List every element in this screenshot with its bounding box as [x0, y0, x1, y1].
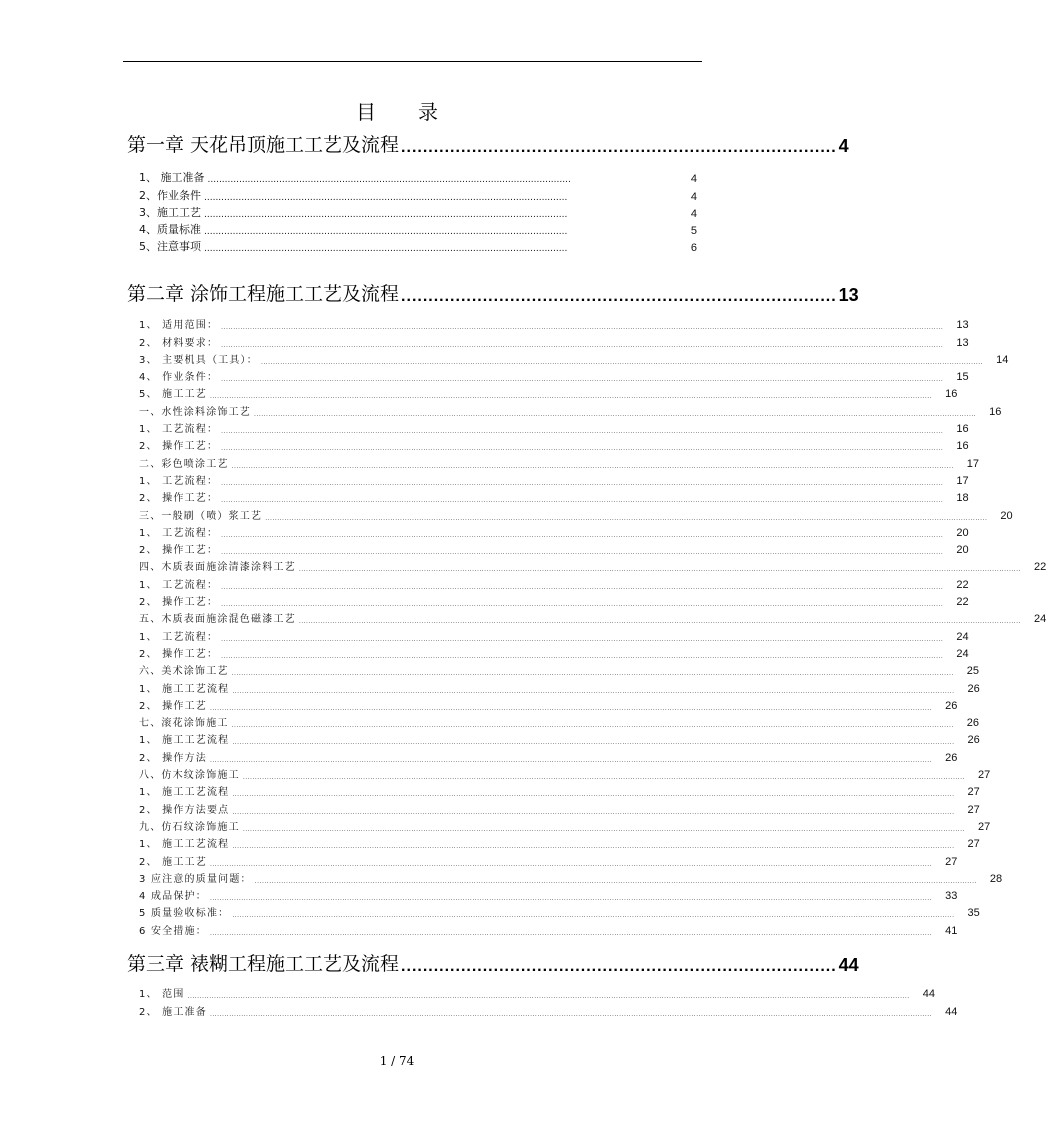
- entry-label: 1、 施工工艺流程: [139, 787, 230, 799]
- leader-dots: ............................................................................................................................................................................................................................................................................................................: [232, 687, 955, 695]
- entry-label: 四、木质表面施涂清漆涂料工艺: [139, 562, 296, 574]
- entry-page: 27: [945, 855, 958, 868]
- leader-dots: ................................................................................: [401, 958, 837, 975]
- leader-dots: ............................................................................................................................................................................................................................................................................................................: [221, 601, 944, 609]
- entry-label: 二、彩色喷涂工艺: [139, 458, 229, 470]
- entry-label: 6 安全措施：: [139, 925, 207, 937]
- leader-dots: ................................................................................: [401, 139, 837, 156]
- entry-page: 33: [945, 890, 958, 903]
- entry-label: 2、作业条件: [139, 188, 201, 202]
- chapter-heading[interactable]: [127, 280, 859, 306]
- entry-page: 4: [690, 173, 699, 186]
- leader-dots: ............................................................................................................................................................................................................................................................................................................: [221, 341, 944, 349]
- header-rule: [123, 61, 702, 62]
- toc-entry[interactable]: [127, 522, 969, 539]
- entry-label: 五、木质表面施涂混色磁漆工艺: [139, 614, 296, 626]
- leader-dots: ............................................................................................................................................................................................................................................................................................................: [187, 993, 910, 1001]
- toc-entry[interactable]: [127, 366, 969, 384]
- entry-label: 七、滚花涂饰施工: [139, 718, 229, 730]
- entry-page: 26: [966, 717, 980, 730]
- leader-dots: ............................................................................................................................................................................................................................................................................................................: [209, 756, 933, 764]
- leader-dots: ............................................................................................................................................................................................................................................................................................................: [265, 514, 988, 522]
- entry-label: 5、注意事项: [139, 240, 201, 254]
- leader-dots: ............................................................................................................................................................................................................................................................................................................: [298, 618, 1021, 626]
- entry-page: 27: [977, 769, 991, 782]
- leader-dots: ...............................................................................................................................: [204, 227, 568, 238]
- entry-label: 2、 操作方法要点: [139, 804, 230, 816]
- entry-label: 2、 操作工艺：: [139, 545, 219, 557]
- toc-entry[interactable]: [127, 643, 969, 660]
- entry-label: 2、 施工准备: [139, 1006, 207, 1018]
- entry-page: 16: [956, 440, 969, 453]
- entry-label: 1、 工艺流程：: [139, 424, 219, 436]
- toc-entry[interactable]: [127, 203, 699, 220]
- entry-page: 13: [956, 336, 969, 349]
- toc-entry[interactable]: [127, 349, 1009, 366]
- toc-entry[interactable]: [127, 746, 958, 764]
- toc-entry[interactable]: [127, 850, 958, 868]
- entry-page: 26: [967, 734, 980, 747]
- toc-entry[interactable]: [127, 452, 980, 470]
- entry-page: 27: [977, 820, 991, 833]
- chapter-heading[interactable]: [127, 131, 849, 157]
- entry-page: 44: [922, 988, 935, 1001]
- entry-label: 3、施工工艺: [139, 205, 201, 219]
- entry-page: 5: [690, 225, 699, 238]
- entry-label: 2、 操作工艺：: [139, 493, 219, 505]
- leader-dots: ............................................................................................................................................................................................................................................................................................................: [221, 324, 944, 332]
- entry-page: 4: [690, 207, 699, 220]
- leader-dots: ............................................................................................................................................................................................................................................................................................................: [209, 929, 933, 937]
- entry-label: 4、 作业条件：: [139, 372, 219, 384]
- toc-entry[interactable]: [127, 695, 958, 712]
- entry-label: 2、 操作工艺: [139, 700, 207, 712]
- entry-page: 18: [956, 492, 969, 505]
- leader-dots: ............................................................................................................................................................................................................................................................................................................: [254, 877, 977, 885]
- toc-entry[interactable]: [127, 220, 699, 237]
- toc-entry[interactable]: [127, 418, 969, 436]
- toc-entry[interactable]: [127, 902, 980, 920]
- leader-dots: ............................................................................................................................................................................................................................................................................................................: [254, 410, 977, 418]
- entry-label: 2、 材料要求：: [139, 337, 219, 349]
- entry-label: 六、美术涂饰工艺: [139, 666, 229, 678]
- entry-label: 1、 施工工艺流程: [139, 839, 230, 851]
- leader-dots: ............................................................................................................................................................................................................................................................................................................: [209, 704, 933, 712]
- chapter-title: 第三章 裱糊工程施工工艺及流程: [127, 953, 400, 975]
- chapter-title: 第二章 涂饰工程施工工艺及流程: [127, 283, 400, 305]
- entry-label: 4 成品保护：: [139, 891, 207, 903]
- entry-page: 27: [967, 803, 980, 816]
- toc-entry[interactable]: [127, 608, 1046, 626]
- entry-label: 九、仿石纹涂饰施工: [139, 821, 240, 833]
- leader-dots: ............................................................................................................................................................................................................................................................................................................: [232, 791, 955, 799]
- chapter-page: 4: [838, 136, 849, 156]
- entry-label: 5 质量验收标准：: [139, 908, 230, 920]
- entry-page: 20: [956, 526, 969, 539]
- leader-dots: ............................................................................................................................................................................................................................................................................................................: [231, 462, 954, 470]
- leader-dots: ............................................................................................................................................................................................................................................................................................................: [209, 393, 933, 401]
- leader-dots: ...............................................................................................................................: [204, 244, 568, 255]
- toc-entry[interactable]: [127, 237, 699, 254]
- toc-entry[interactable]: [127, 185, 699, 202]
- toc-entry[interactable]: [127, 764, 991, 782]
- leader-dots: ............................................................................................................................................................................................................................................................................................................: [221, 531, 944, 539]
- entry-page: 27: [967, 838, 980, 851]
- entry-page: 27: [967, 786, 980, 799]
- leader-dots: ............................................................................................................................................................................................................................................................................................................: [232, 739, 955, 747]
- leader-dots: ...............................................................................................................................: [204, 192, 568, 203]
- leader-dots: ............................................................................................................................................................................................................................................................................................................: [221, 652, 944, 660]
- entry-page: 20: [956, 544, 969, 557]
- leader-dots: ............................................................................................................................................................................................................................................................................................................: [298, 566, 1021, 574]
- leader-dots: ............................................................................................................................................................................................................................................................................................................: [221, 497, 944, 505]
- entry-page: 22: [1033, 561, 1046, 574]
- toc-title: 目录: [356, 100, 480, 124]
- chapter-heading[interactable]: [127, 950, 859, 976]
- entry-page: 24: [956, 647, 969, 660]
- toc-entry[interactable]: [127, 314, 969, 332]
- entry-label: 2、 操作方法: [139, 752, 207, 764]
- entry-page: 44: [945, 1005, 958, 1018]
- leader-dots: ............................................................................................................................................................................................................................................................................................................: [221, 635, 944, 643]
- leader-dots: ............................................................................................................................................................................................................................................................................................................: [221, 445, 944, 453]
- leader-dots: ...............................................................................................................................: [207, 175, 571, 186]
- chapter-3-block: [127, 950, 958, 1018]
- chapter-1-block: [127, 131, 849, 255]
- toc-entry[interactable]: [127, 833, 980, 851]
- toc-entry[interactable]: [127, 983, 935, 1001]
- toc-entry[interactable]: [127, 868, 1003, 885]
- leader-dots: ............................................................................................................................................................................................................................................................................................................: [242, 825, 965, 833]
- leader-dots: ............................................................................................................................................................................................................................................................................................................: [221, 479, 944, 487]
- toc-entry[interactable]: [127, 729, 980, 747]
- toc-entry[interactable]: [127, 470, 969, 487]
- entry-label: 1、 施工准备: [139, 171, 205, 185]
- leader-dots: ............................................................................................................................................................................................................................................................................................................: [231, 670, 954, 678]
- entry-page: 26: [967, 682, 980, 695]
- entry-page: 16: [956, 423, 969, 436]
- entry-label: 1、 工艺流程：: [139, 475, 219, 487]
- entry-label: 2、 操作工艺：: [139, 441, 219, 453]
- entry-label: 2、 操作工艺：: [139, 648, 219, 660]
- entry-page: 28: [989, 872, 1003, 885]
- entry-page: 16: [989, 405, 1002, 418]
- entry-label: 1、 工艺流程：: [139, 579, 219, 591]
- entry-label: 1、 适用范围：: [139, 320, 219, 332]
- entry-page: 26: [945, 699, 958, 712]
- entry-label: 1、 施工工艺流程: [139, 735, 230, 747]
- entry-label: 八、仿木纹涂饰施工: [139, 770, 240, 782]
- entry-page: 6: [690, 242, 699, 255]
- toc-entry[interactable]: [127, 712, 980, 730]
- entry-label: 1、 工艺流程：: [139, 527, 219, 539]
- chapter-2-entries: [127, 314, 1046, 937]
- entry-page: 25: [966, 665, 980, 678]
- entry-page: 24: [956, 630, 969, 643]
- leader-dots: ............................................................................................................................................................................................................................................................................................................: [260, 358, 984, 366]
- entry-page: 20: [1000, 509, 1013, 522]
- leader-dots: ............................................................................................................................................................................................................................................................................................................: [232, 808, 955, 816]
- entry-page: 35: [967, 907, 980, 920]
- chapter-2-block: [127, 280, 1046, 937]
- entry-page: 41: [945, 924, 958, 937]
- entry-page: 17: [956, 474, 969, 487]
- entry-label: 1、 施工工艺流程: [139, 683, 230, 695]
- entry-page: 22: [956, 578, 969, 591]
- leader-dots: ............................................................................................................................................................................................................................................................................................................: [242, 774, 965, 782]
- toc-entry[interactable]: [127, 798, 980, 816]
- toc-entry[interactable]: [127, 885, 958, 903]
- entry-page: 4: [690, 190, 699, 203]
- entry-label: 2、 施工工艺: [139, 856, 207, 868]
- leader-dots: ............................................................................................................................................................................................................................................................................................................: [221, 428, 944, 436]
- entry-label: 一、水性涂料涂饰工艺: [139, 406, 251, 418]
- entry-label: 三、一般刷（喷）浆工艺: [139, 510, 263, 522]
- leader-dots: ............................................................................................................................................................................................................................................................................................................: [221, 376, 944, 384]
- toc-entry[interactable]: [127, 1000, 958, 1018]
- leader-dots: ...............................................................................................................................: [204, 209, 568, 220]
- toc-entry[interactable]: [127, 539, 969, 557]
- entry-page: 13: [956, 319, 969, 332]
- leader-dots: ............................................................................................................................................................................................................................................................................................................: [209, 1010, 933, 1018]
- toc-entry[interactable]: [127, 625, 969, 643]
- leader-dots: ............................................................................................................................................................................................................................................................................................................: [209, 860, 933, 868]
- chapter-3-entries: [127, 983, 958, 1018]
- toc-entry[interactable]: [127, 816, 991, 833]
- entry-label: 3 应注意的质量问题：: [139, 873, 252, 885]
- entry-page: 22: [956, 596, 969, 609]
- page-number: 1 / 74: [379, 1054, 415, 1068]
- chapter-page: 13: [838, 285, 859, 305]
- toc-entry[interactable]: [127, 660, 980, 678]
- entry-label: 1、 范围: [139, 989, 185, 1001]
- toc-entry[interactable]: [127, 677, 980, 695]
- toc-entry[interactable]: [127, 168, 699, 185]
- entry-page: 15: [956, 371, 969, 384]
- toc-entry[interactable]: [127, 781, 980, 799]
- leader-dots: ............................................................................................................................................................................................................................................................................................................: [232, 843, 955, 851]
- entry-page: 16: [945, 388, 958, 401]
- toc-entry[interactable]: [127, 487, 969, 505]
- entry-label: 5、 施工工艺: [139, 389, 207, 401]
- entry-page: 17: [966, 457, 980, 470]
- entry-label: 3、 主要机具（工具）：: [139, 354, 258, 366]
- entry-label: 1、 工艺流程：: [139, 631, 219, 643]
- toc-entry[interactable]: [127, 919, 958, 937]
- entry-page: 14: [996, 353, 1009, 366]
- toc-entry[interactable]: [127, 435, 969, 453]
- leader-dots: ............................................................................................................................................................................................................................................................................................................: [221, 549, 944, 557]
- toc-entry[interactable]: [127, 331, 969, 349]
- toc-entry[interactable]: [127, 504, 1013, 522]
- leader-dots: ................................................................................: [401, 288, 837, 305]
- leader-dots: ............................................................................................................................................................................................................................................................................................................: [209, 895, 933, 903]
- leader-dots: ............................................................................................................................................................................................................................................................................................................: [231, 722, 954, 730]
- entry-label: 4、质量标准: [139, 223, 201, 237]
- toc-entry[interactable]: [127, 383, 958, 401]
- leader-dots: ............................................................................................................................................................................................................................................................................................................: [221, 583, 944, 591]
- toc-entry[interactable]: [127, 400, 1002, 418]
- entry-page: 26: [945, 751, 958, 764]
- toc-entry[interactable]: [127, 556, 1046, 574]
- leader-dots: ............................................................................................................................................................................................................................................................................................................: [232, 912, 955, 920]
- toc-entry[interactable]: [127, 591, 969, 609]
- toc-entry[interactable]: [127, 573, 969, 591]
- entry-page: 24: [1033, 613, 1046, 626]
- chapter-page: 44: [838, 955, 859, 975]
- chapter-title: 第一章 天花吊顶施工工艺及流程: [127, 134, 400, 156]
- entry-label: 2、 操作工艺：: [139, 597, 219, 609]
